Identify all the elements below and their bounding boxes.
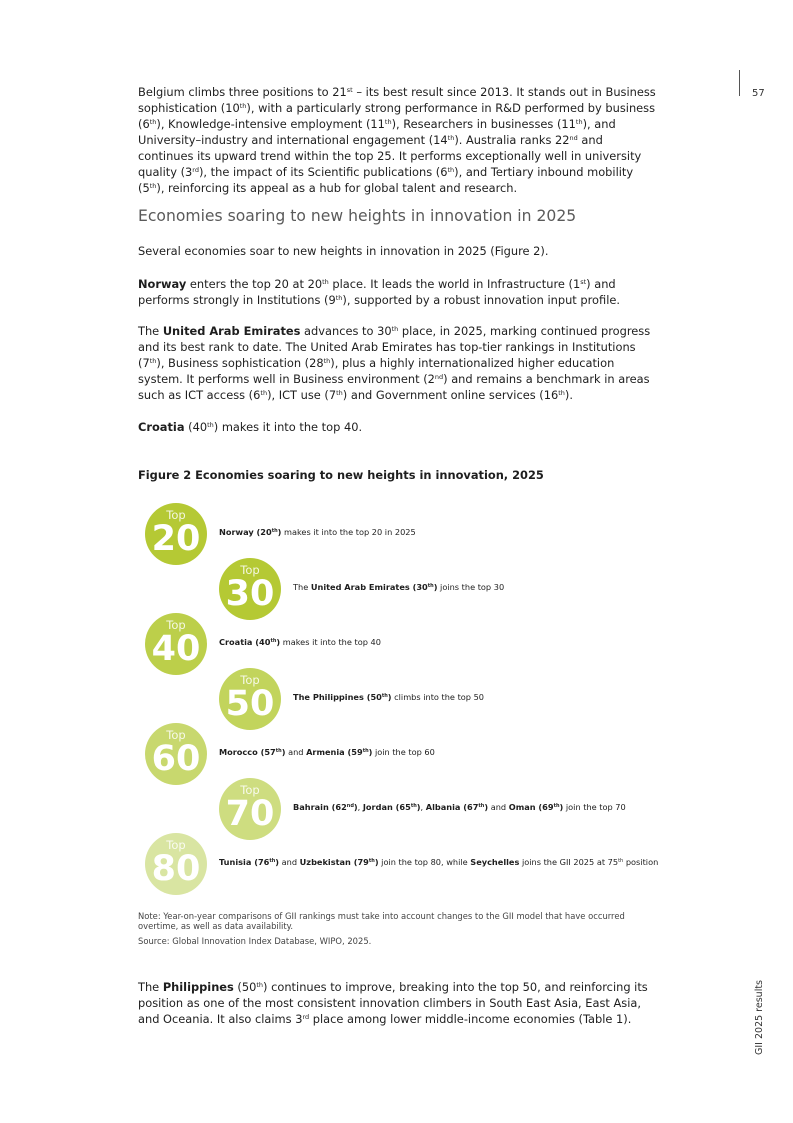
page-number-rule [739,70,740,96]
milestone-rank-number: 70 [225,794,275,834]
norway-paragraph: Norway enters the top 20 at 20th place. It leads the world in Infrastructure (1st) and performs strongly in Institutions (9th), supported by a robust innovation input profile. [138,277,620,307]
milestone-bubble [219,778,281,840]
milestone-top-label: Top [166,838,186,852]
milestone-top-label: Top [240,783,260,797]
milestone-caption: Morocco (57th) and Armenia (59th) join the top 60 [219,747,435,757]
milestone-caption: Bahrain (62nd), Jordan (65th), Albania (67th) and Oman (69th) join the top 70 [293,802,626,812]
milestone-bubble [145,723,207,785]
milestone-top-label: Top [166,508,186,522]
section-heading: Economies soaring to new heights in innovation in 2025 [138,207,577,225]
milestone-caption: The United Arab Emirates (30th) joins the top 30 [293,582,505,592]
section-lead-paragraph: Several economies soar to new heights in innovation in 2025 (Figure 2). [138,244,549,258]
milestone-top-label: Top [240,563,260,577]
milestone-rank-number: 40 [151,629,201,669]
uae-paragraph: The United Arab Emirates advances to 30th place, in 2025, marking continued progress and its best rank to date. The United Arab Emirates has top-tier rankings in Institutions (7th), Business sophistication (28th), plus a highly internationalized higher education system. It performs well in Business environment (2nd) and remains a benchmark in areas such as ICT access (6th), ICT use (7th) and Government online services (16th). [138,324,651,402]
figure-note: Note: Year-on-year comparisons of GII rankings must take into account changes to the GII model that have occurred overtime, as well as data availability. [138,911,625,931]
milestone-bubble [219,668,281,730]
milestone-rank-number: 20 [151,519,201,559]
figure-source: Source: Global Innovation Index Database, WIPO, 2025. [138,936,372,946]
philippines-paragraph: The Philippines (50th) continues to improve, breaking into the top 50, and reinforcing its position as one of the most consistent innovation climbers in South East Asia, East Asia, and Oceania. It also claims 3rd place among lower middle-income economies (Table 1). [138,980,648,1026]
page-number: 57 [752,88,765,99]
running-footer: GII 2025 results [754,979,765,1055]
milestone-caption: Tunisia (76th) and Uzbekistan (79th) join the top 80, while Seychelles joins the GII 2025 at 75th position [219,857,659,867]
milestone-top-label: Top [166,618,186,632]
milestone-bubble [145,833,207,895]
croatia-paragraph: Croatia (40th) makes it into the top 40. [138,420,363,434]
milestone-bubble [145,613,207,675]
milestone-rank-number: 30 [225,574,275,614]
milestone-top-label: Top [166,728,186,742]
milestone-rank-number: 80 [151,849,201,889]
intro-paragraph: Belgium climbs three positions to 21st – its best result since 2013. It stands out in Business sophistication (10th), with a particularly strong performance in R&D performed by business (6th), Knowledge-intensive employment (11th), Researchers in businesses (11th), and University–industry and international engagement (14th). Australia ranks 22nd and continues its upward trend within the top 25. It performs exceptionally well in university quality (3rd), the impact of its Scientific publications (6th), and Tertiary inbound mobility (5th), reinforcing its appeal as a hub for global talent and research. [138,85,656,195]
milestone-caption: Croatia (40th) makes it into the top 40 [219,637,381,647]
milestone-bubble [145,503,207,565]
milestone-caption: The Philippines (50th) climbs into the top 50 [293,692,485,702]
milestone-bubble [219,558,281,620]
milestone-top-label: Top [240,673,260,687]
milestone-rank-number: 60 [151,739,201,779]
milestone-caption: Norway (20th) makes it into the top 20 in 2025 [219,527,416,537]
milestone-rank-number: 50 [225,684,275,724]
figure-title: Figure 2 Economies soaring to new heights in innovation, 2025 [138,468,544,482]
